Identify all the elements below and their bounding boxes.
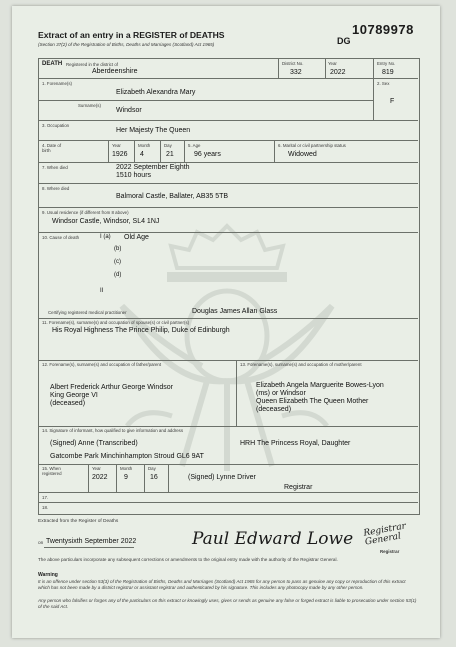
marital-value: Widowed	[288, 151, 317, 158]
when-died-label: 7. When died	[42, 165, 68, 170]
father-label: 12. Forename(s), surname(s) and occupation of father/parent	[42, 362, 162, 367]
usual-residence-label: 9. Usual residence (if different from 8 above)	[42, 210, 129, 215]
serial-prefix: DG	[337, 36, 351, 46]
death-heading: DEATH	[42, 61, 63, 67]
row-17-label: 17.	[42, 495, 49, 500]
practitioner-value: Douglas James Allan Glass	[192, 308, 278, 315]
birth-day: 21	[166, 151, 174, 158]
sex-label: 2. Sex	[377, 81, 390, 86]
registrar-signature: (Signed) Lynne Driver	[188, 474, 256, 481]
birth-label: 4. Date of birth	[42, 143, 62, 153]
sex-value: F	[390, 98, 395, 105]
extracted-date: Twentysixth September 2022	[46, 538, 137, 545]
when-died-time: 1510 hours	[116, 172, 152, 179]
registered-month-label: Month	[120, 466, 133, 471]
registrar-general-handwritten: Registrar General	[362, 521, 407, 548]
registered-year-label: Year	[92, 466, 101, 471]
registered-label: 15. When registered	[42, 466, 62, 476]
father-line1: Albert Frederick Arthur George Windsor	[50, 384, 173, 391]
serial-number: 10789978	[352, 22, 414, 37]
cause-b-label: (b)	[114, 246, 122, 252]
mother-line4: (deceased)	[256, 406, 292, 413]
birth-month: 4	[140, 151, 144, 158]
cause-a-label: I (a)	[100, 234, 111, 240]
surname-label: Surname(s)	[78, 103, 101, 108]
practitioner-label: Certifying registered medical practitioner	[48, 310, 127, 315]
warning-title: Warning	[38, 572, 58, 578]
certificate-title: Extract of an entry in a REGISTER of DEATHS	[38, 30, 225, 40]
registrar-general-signature: Paul Edward Lowe	[192, 529, 354, 549]
cause-c-label: (c)	[114, 259, 121, 265]
registered-day-label: Day	[148, 466, 156, 471]
father-line2: King George VI	[50, 392, 98, 399]
informant-label: 14. Signature of informant, how qualified to give information and address	[42, 428, 184, 433]
mother-line1: Elizabeth Angela Marguerite Bowes-Lyon	[256, 382, 384, 389]
registrar-general-label: Registrar	[380, 549, 400, 554]
district-no-label: District No.	[282, 61, 304, 66]
entry-no: 819	[382, 69, 394, 76]
where-died-value: Balmoral Castle, Ballater, AB35 5TB	[116, 193, 229, 200]
district-label: Registered in the district of	[66, 62, 118, 67]
when-died-value: 2022 September Eighth	[116, 164, 190, 171]
where-died-label: 8. Where died	[42, 186, 70, 191]
marital-label: 6. Marital or civil partnership status	[278, 143, 346, 148]
age-label: 5. Age	[188, 143, 201, 148]
forenames-label: 1. Forename(s)	[42, 81, 73, 86]
birth-day-label: Day	[164, 143, 172, 148]
registered-month: 9	[124, 474, 128, 481]
cause-d-label: (d)	[114, 272, 122, 278]
occupation-value: Her Majesty The Queen	[116, 127, 191, 134]
occupation-label: 3. Occupation	[42, 123, 70, 128]
registered-year: 2022	[92, 474, 108, 481]
usual-residence-value: Windsor Castle, Windsor, SL4 1NJ	[52, 218, 160, 225]
cause-ii-label: II	[100, 288, 104, 294]
death-certificate	[12, 6, 440, 638]
birth-year-label: Year	[112, 143, 121, 148]
informant-address: Gatcombe Park Minchinhampton Stroud GL6 9AT	[50, 453, 204, 460]
father-line3: (deceased)	[50, 400, 86, 407]
mother-label: 13. Forename(s), surname(s) and occupation of mother/parent	[240, 362, 362, 367]
district-name: Aberdeenshire	[92, 68, 138, 75]
extracted-label: Extracted from the Register of Deaths	[38, 519, 119, 524]
cause-label: 10. Cause of death	[42, 235, 80, 240]
birth-month-label: Month	[138, 143, 151, 148]
registered-day: 16	[150, 474, 158, 481]
informant-qualification: HRH The Princess Royal, Daughter	[240, 440, 351, 447]
extracted-on-label: on	[38, 541, 44, 546]
cause-a-value: Old Age	[124, 234, 149, 241]
age-value: 96 years	[194, 151, 221, 158]
entry-no-label: Entry No.	[377, 61, 396, 66]
spouse-label: 11. Forename(s), surname(s) and occupation of spouse(s) or civil partner(s)	[42, 320, 190, 325]
act-reference: (Section 37(2) of the Registration of Births, Deaths and Marriages (Scotland) Act 1965)	[38, 42, 215, 47]
mother-line2: (ms) or Windsor	[256, 390, 306, 397]
forenames-value: Elizabeth Alexandra Mary	[116, 89, 196, 96]
surname-value: Windsor	[116, 107, 142, 114]
amendments-note: The above particulars incorporate any subsequent corrections or amendments to the original entry made with the authority of the Registrar General.	[38, 557, 338, 562]
warning-text-2: Any person who falsifies or forges any of the particulars on this extract or knowingly uses, gives or sends as genuine any false or forged extract is liable to prosecution under section 53(1) of the said Act.	[38, 598, 417, 609]
mother-line3: Queen Elizabeth The Queen Mother	[256, 398, 369, 405]
spouse-value: His Royal Highness The Prince Philip, Duke of Edinburgh	[52, 327, 230, 334]
row-18-label: 18.	[42, 505, 49, 510]
registrar-label: Registrar	[284, 484, 313, 491]
birth-year: 1926	[112, 151, 128, 158]
register-year: 2022	[330, 69, 346, 76]
warning-text-1: It is an offence under section 53(3) of the Registration of Births, Deaths and Marriages (Scotland) Act 1965 for any person to pass as genuine any copy or reproduction of this extract which has not been made by a district registrar or assistant registrar and authenticated by his signature. This includes any photocopy made by any other person.	[38, 579, 406, 590]
year-label: Year	[328, 61, 337, 66]
district-no: 332	[290, 69, 302, 76]
informant-signature: (Signed) Anne (Transcribed)	[50, 440, 138, 447]
